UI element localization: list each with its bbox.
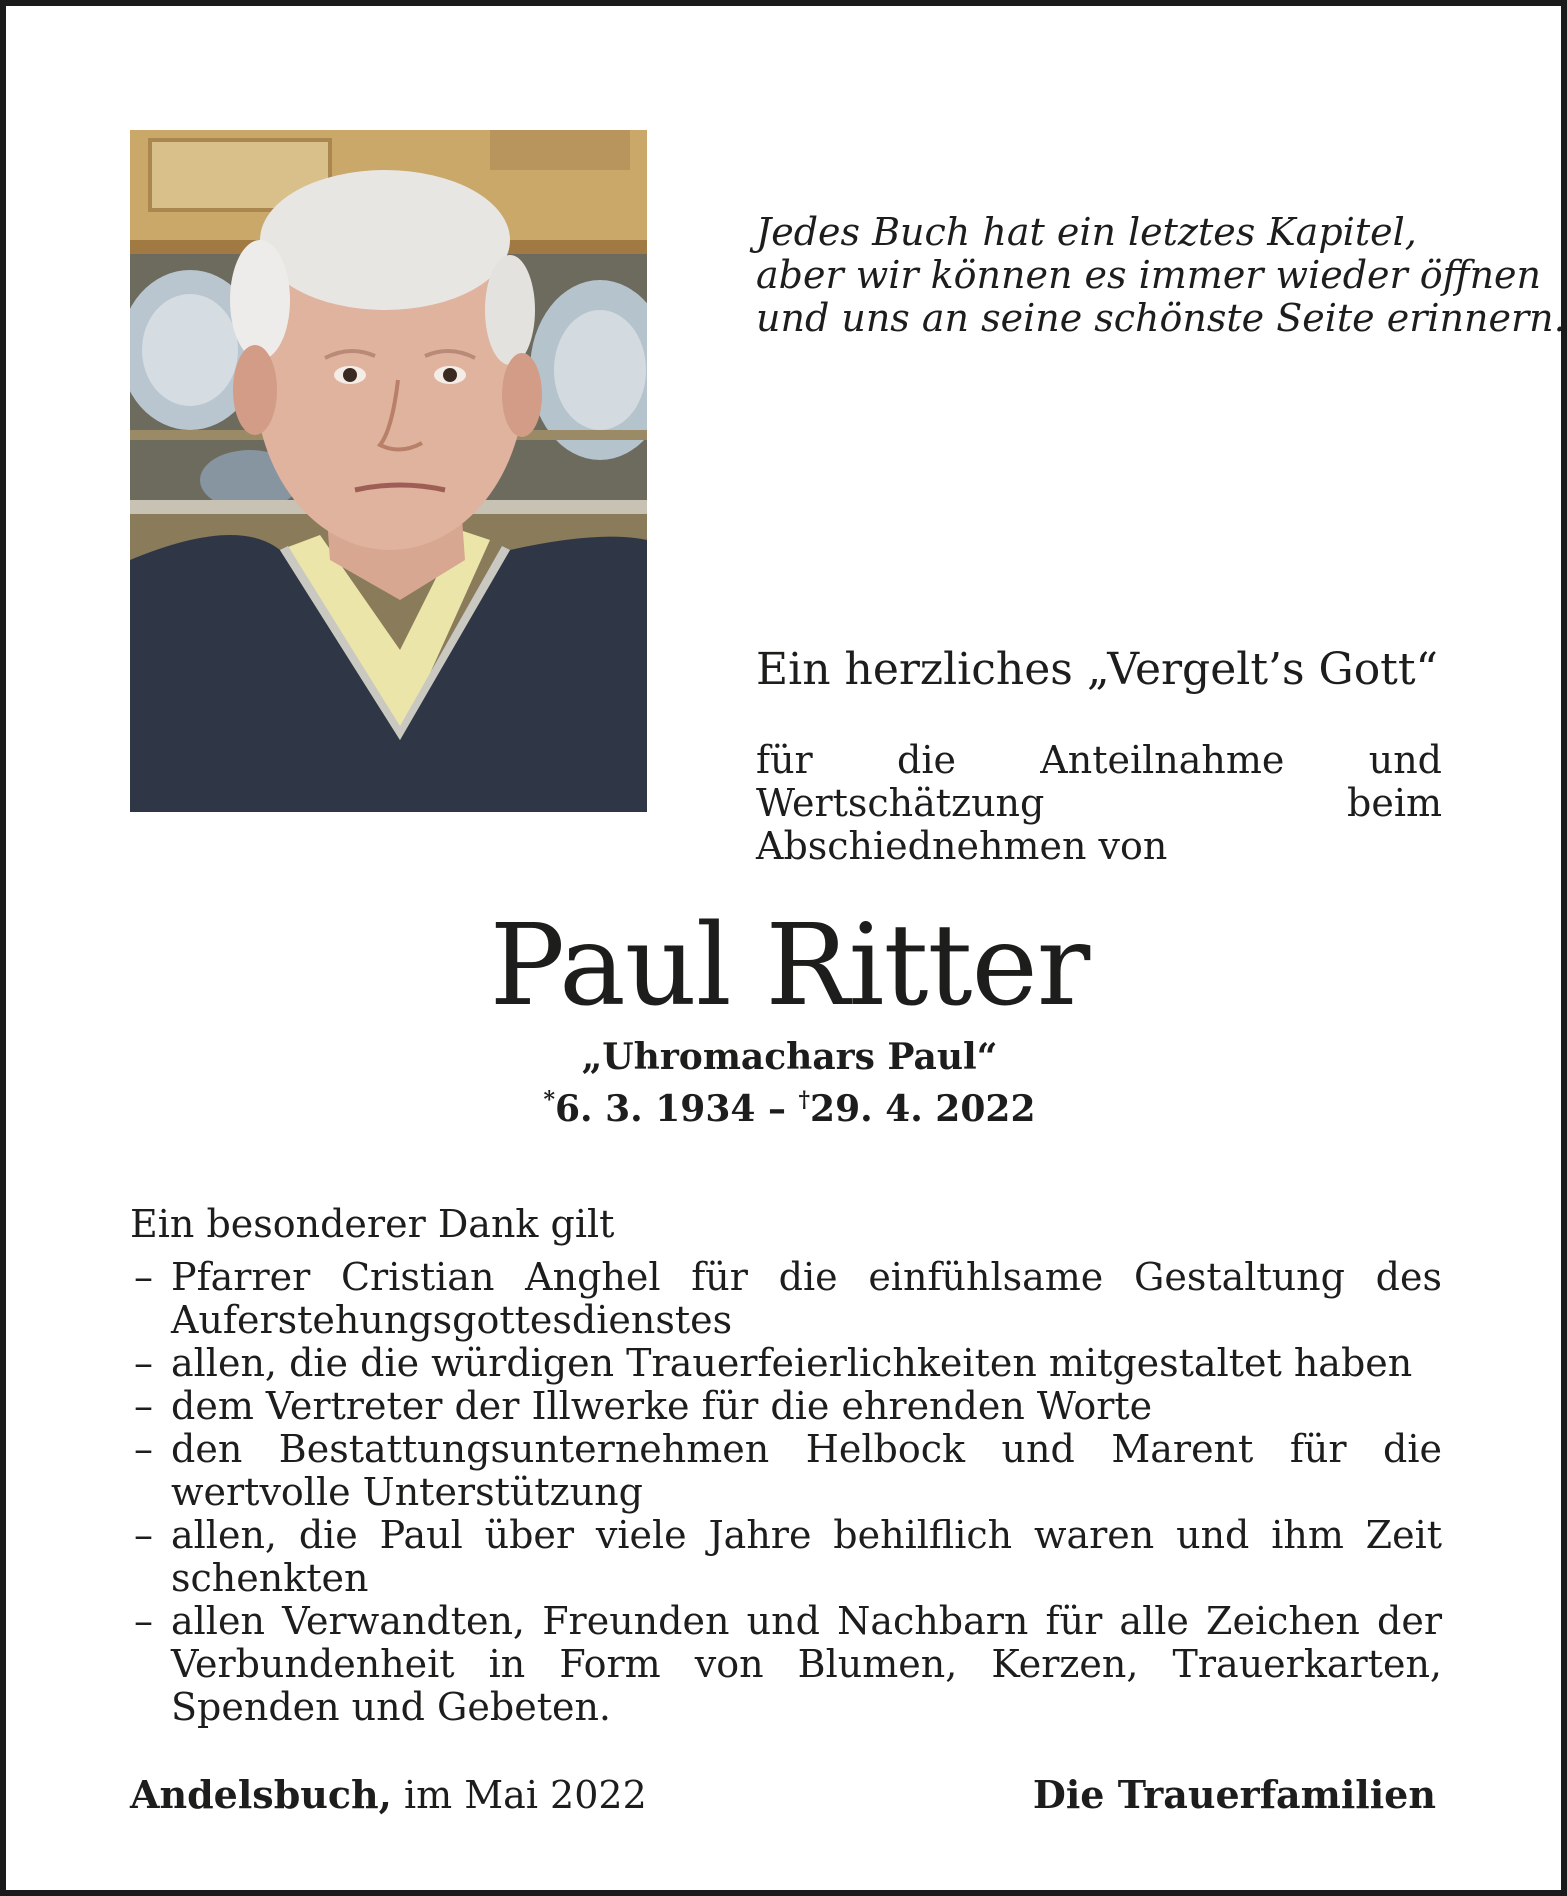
- quote-line: Jedes Buch hat ein letztes Kapitel,: [756, 210, 1417, 254]
- list-item: [130, 1385, 1442, 1428]
- list-item-text: allen, die die würdigen Trauerfeierlichkeiten mitgestaltet haben: [171, 1341, 1413, 1385]
- death-symbol: †: [798, 1087, 811, 1113]
- death-date: 29. 4. 2022: [810, 1088, 1036, 1130]
- list-item: [130, 1514, 1442, 1600]
- deceased-name: Paul Ritter: [489, 901, 1090, 1031]
- list-marker: –: [134, 1341, 153, 1385]
- birth-date: 6. 3. 1934: [554, 1088, 756, 1130]
- list-item-text: den Bestattungsunternehmen Helbock und Marent für die wertvolle Unterstützung: [171, 1427, 1442, 1514]
- special-thanks-intro: Ein besonderer Dank gilt: [130, 1202, 615, 1246]
- thanks-heading: Ein herzliches „Vergelt’s Gott“: [756, 644, 1439, 695]
- list-item: [130, 1342, 1442, 1385]
- list-marker: –: [134, 1255, 153, 1299]
- thanks-intro: für die Anteilnahme und Wertschätzung beim Abschiednehmen von: [756, 738, 1442, 868]
- list-marker: –: [134, 1599, 153, 1643]
- list-marker: –: [134, 1513, 153, 1557]
- list-item: [130, 1428, 1442, 1514]
- list-item: [130, 1600, 1442, 1729]
- place: Andelsbuch,: [130, 1772, 392, 1817]
- thanks-list: [130, 1256, 1442, 1729]
- signature: Die Trauerfamilien: [1032, 1772, 1436, 1817]
- list-item-text: allen Verwandten, Freunden und Nachbarn für alle Zeichen der Verbundenheit in Form von Blumen, Kerzen, Trauerkarten, Spenden und Gebeten.: [171, 1599, 1442, 1729]
- portrait-illustration: [130, 130, 647, 812]
- date-separator: –: [767, 1088, 786, 1130]
- list-item-text: dem Vertreter der Illwerke für die ehrenden Worte: [171, 1384, 1153, 1428]
- life-dates: [6, 1079, 1567, 1130]
- list-item-text: allen, die Paul über viele Jahre behilflich waren und ihm Zeit schenkten: [171, 1513, 1442, 1600]
- memorial-quote: [756, 210, 1566, 340]
- deceased-nickname: „Uhromachars Paul“: [581, 1036, 998, 1078]
- quote-line: und uns an seine schönste Seite erinnern.: [756, 296, 1566, 340]
- place-and-date: [130, 1772, 647, 1817]
- list-item: [130, 1256, 1442, 1342]
- date: im Mai 2022: [403, 1773, 647, 1817]
- list-marker: –: [134, 1427, 153, 1471]
- list-marker: –: [134, 1384, 153, 1428]
- quote-line: aber wir können es immer wieder öffnen: [756, 253, 1542, 297]
- portrait-photo: [130, 130, 647, 812]
- list-item-text: Pfarrer Cristian Anghel für die einfühlsame Gestaltung des Auferstehungsgottesdienstes: [171, 1255, 1442, 1342]
- birth-symbol: *: [543, 1087, 555, 1113]
